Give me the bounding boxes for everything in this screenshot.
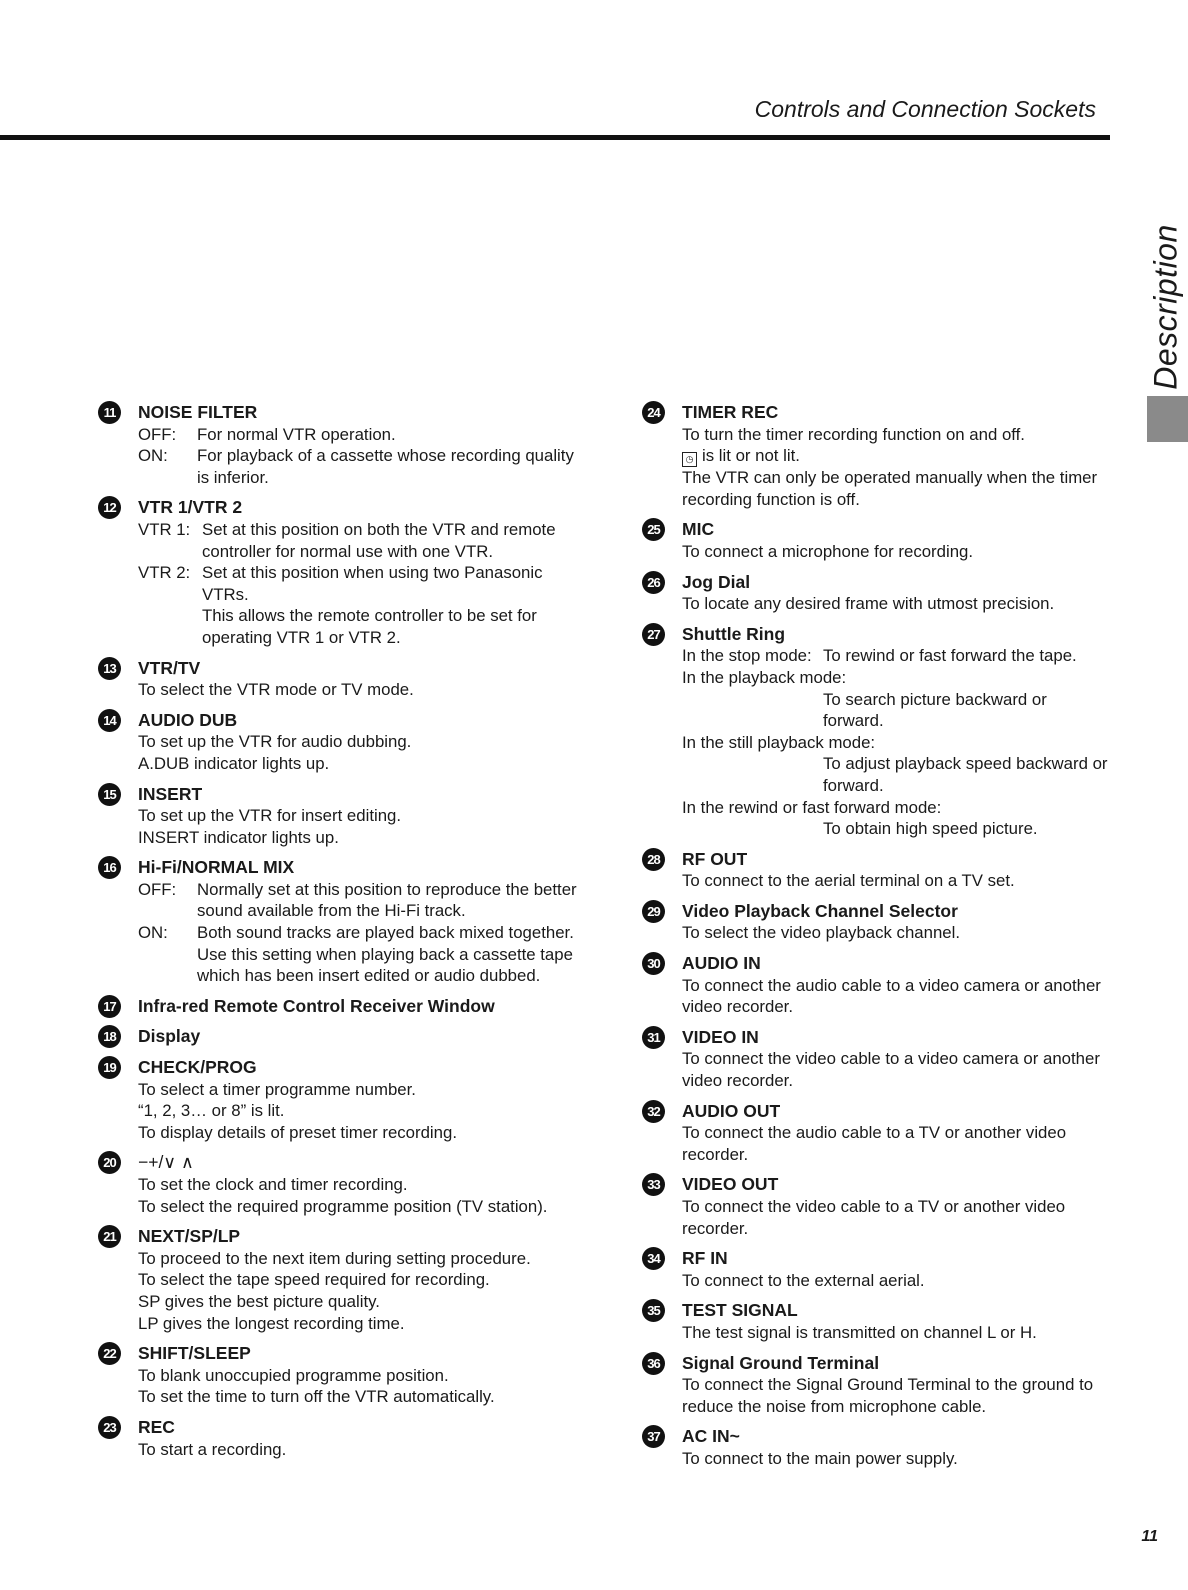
item-text: To locate any desired frame with utmost precision. [682, 594, 1055, 614]
item-text: The VTR can only be operated manually when the timer recording function is off. [682, 468, 1098, 509]
setting-text: For playback of a cassette whose recording quality is inferior. [197, 446, 574, 487]
setting-row [138, 879, 588, 922]
setting-label: VTR 2: [138, 563, 191, 583]
setting-label: VTR 1: [138, 519, 191, 539]
item-title: VIDEO IN [682, 1026, 759, 1047]
item-insert [98, 784, 588, 849]
item-text: To start a recording. [138, 1439, 287, 1459]
item-text: To connect the video cable to a video camera or another video recorder. [682, 1049, 1100, 1091]
header-rule [0, 135, 1110, 140]
item-number-badge: 16 [98, 856, 121, 879]
setting-row [138, 519, 588, 562]
item-title: AUDIO OUT [682, 1100, 781, 1121]
item-title: Video Playback Channel Selector [682, 900, 958, 921]
item-shuttle-ring [642, 624, 1112, 840]
item-number-badge: 21 [98, 1225, 121, 1248]
item-text: To proceed to the next item during setting procedure. [138, 1248, 531, 1268]
item-title: −+/∨ ∧ [138, 1152, 194, 1173]
item-title: TIMER REC [682, 402, 779, 422]
item-title: NEXT/SP/LP [138, 1226, 241, 1247]
item-title: VTR/TV [138, 657, 201, 678]
mode-text: To rewind or fast forward the tape. [823, 646, 1077, 666]
item-number-badge: 36 [642, 1352, 665, 1375]
item-rf-out [642, 849, 1112, 892]
item-title: Hi-Fi/NORMAL MIX [138, 857, 295, 878]
item-text: To blank unoccupied programme position. [138, 1365, 449, 1385]
item-video-playback-channel-selector [642, 901, 1112, 944]
item-text: To select the tape speed required for recording. [138, 1270, 490, 1290]
mode-label: In the playback mode: [682, 667, 847, 687]
item-remote-receiver-window [98, 996, 588, 1018]
mode-text: To search picture backward or forward. [823, 689, 1047, 731]
item-number-badge: 24 [642, 401, 665, 424]
item-title: NOISE FILTER [138, 402, 258, 422]
item-title: REC [138, 1416, 175, 1437]
setting-text: Normally set at this position to reproduce the better sound available from the Hi-Fi track. [197, 879, 577, 921]
setting-text: Set at this position on both the VTR and remote controller for normal use with one VTR. [202, 519, 556, 561]
item-number-badge: 32 [642, 1100, 665, 1123]
item-number-badge: 20 [98, 1151, 121, 1174]
item-title: AC IN~ [682, 1426, 740, 1447]
item-video-in [642, 1027, 1112, 1092]
item-text: To set the time to turn off the VTR automatically. [138, 1387, 495, 1407]
item-title: Infra-red Remote Control Receiver Window [138, 995, 495, 1016]
item-title: AUDIO DUB [138, 709, 238, 730]
timer-indicator-icon: ◷ [682, 452, 697, 467]
setting-label: OFF: [138, 424, 177, 444]
page-header-title: Controls and Connection Sockets [754, 96, 1096, 122]
setting-note: This allows the remote controller to be set for operating VTR 1 or VTR 2. [202, 606, 537, 647]
item-title: Shuttle Ring [682, 623, 786, 644]
item-title: Display [138, 1026, 201, 1047]
item-number-badge: 31 [642, 1026, 665, 1049]
item-number-badge: 34 [642, 1247, 665, 1270]
item-shift-sleep [98, 1343, 588, 1408]
item-vtr-tv [98, 658, 588, 701]
item-title: SHIFT/SLEEP [138, 1343, 251, 1364]
item-number-badge: 13 [98, 657, 121, 680]
item-rec [98, 1417, 588, 1460]
item-title: Jog Dial [682, 571, 751, 592]
mode-label: In the rewind or fast forward mode: [682, 797, 942, 817]
section-marker-block [1147, 396, 1188, 442]
item-text: To connect the audio cable to a video camera or another video recorder. [682, 975, 1101, 1017]
item-text: A.DUB indicator lights up. [138, 753, 330, 773]
item-number-badge: 18 [98, 1025, 121, 1048]
item-title: CHECK/PROG [138, 1057, 257, 1078]
section-tab [1143, 224, 1188, 390]
item-text: To select a timer programme number. [138, 1079, 416, 1099]
item-text: To set up the VTR for audio dubbing. [138, 732, 412, 752]
setting-text: Set at this position when using two Panasonic VTRs. [202, 563, 543, 604]
setting-row [138, 445, 588, 488]
item-title: RF IN [682, 1248, 728, 1269]
item-text: LP gives the longest recording time. [138, 1313, 405, 1333]
mode-row [682, 645, 1112, 667]
item-rf-in [642, 1248, 1112, 1291]
item-text: To connect the audio cable to a TV or another video recorder. [682, 1123, 1067, 1164]
item-minus-plus-arrows [98, 1152, 588, 1217]
setting-row [138, 562, 588, 605]
item-number-badge: 17 [98, 995, 121, 1018]
setting-label: OFF: [138, 879, 177, 899]
item-display [98, 1026, 588, 1048]
item-text: SP gives the best picture quality. [138, 1291, 380, 1311]
item-number-badge: 35 [642, 1299, 665, 1322]
item-title: VIDEO OUT [682, 1174, 779, 1195]
item-text: To connect to the external aerial. [682, 1270, 925, 1290]
item-text: To set up the VTR for insert editing. [138, 806, 402, 826]
item-vtr1-vtr2 [98, 497, 588, 648]
item-video-out [642, 1174, 1112, 1239]
setting-label: ON: [138, 923, 168, 943]
item-number-badge: 14 [98, 709, 121, 732]
item-text: To connect a microphone for recording. [682, 541, 974, 561]
item-number-badge: 25 [642, 518, 665, 541]
mode-label: In the stop mode: [682, 646, 812, 666]
item-number-badge: 26 [642, 571, 665, 594]
item-check-prog [98, 1057, 588, 1143]
page-number: 11 [1141, 1528, 1158, 1545]
item-number-badge: 22 [98, 1342, 121, 1365]
right-column [642, 402, 1112, 1479]
item-number-badge: 29 [642, 900, 665, 923]
setting-label: ON: [138, 446, 168, 466]
item-number-badge: 12 [98, 496, 121, 519]
item-audio-in [642, 953, 1112, 1018]
item-text: “1, 2, 3… or 8” is lit. [138, 1101, 285, 1121]
item-title: RF OUT [682, 848, 748, 869]
item-noise-filter [98, 402, 588, 488]
item-audio-dub [98, 710, 588, 775]
item-title: MIC [682, 519, 715, 540]
item-text: To connect to the main power supply. [682, 1448, 958, 1468]
item-number-badge: 30 [642, 952, 665, 975]
item-title: INSERT [138, 783, 203, 804]
item-text: To connect the video cable to a TV or another video recorder. [682, 1197, 1066, 1238]
item-text: To select the video playback channel. [682, 923, 960, 943]
section-tab-label: Description [1147, 224, 1184, 390]
item-number-badge: 27 [642, 623, 665, 646]
item-number-badge: 19 [98, 1056, 121, 1079]
item-text: To turn the timer recording function on and off. [682, 424, 1025, 444]
item-text: To connect the Signal Ground Terminal to the ground to reduce the noise from microphone cable. [682, 1375, 1094, 1416]
item-ac-in [642, 1426, 1112, 1469]
item-text: To select the required programme position (TV station). [138, 1196, 548, 1216]
item-jog-dial [642, 572, 1112, 615]
item-number-badge: 37 [642, 1425, 665, 1448]
mode-text: To adjust playback speed backward or forward. [823, 754, 1108, 795]
item-text-line [682, 445, 1112, 467]
item-text: To select the VTR mode or TV mode. [138, 680, 414, 700]
item-number-badge: 28 [642, 848, 665, 871]
item-number-badge: 33 [642, 1173, 665, 1196]
item-number-badge: 23 [98, 1416, 121, 1439]
item-mic [642, 519, 1112, 562]
item-signal-ground-terminal [642, 1353, 1112, 1418]
item-text: The test signal is transmitted on channel L or H. [682, 1322, 1037, 1342]
item-text: To set the clock and timer recording. [138, 1175, 408, 1194]
item-text: INSERT indicator lights up. [138, 827, 339, 847]
item-text: To connect to the aerial terminal on a TV set. [682, 871, 1015, 891]
item-audio-out [642, 1101, 1112, 1166]
item-number-badge: 15 [98, 783, 121, 806]
item-title: TEST SIGNAL [682, 1300, 798, 1321]
item-hifi-normal-mix [98, 857, 588, 987]
item-title: Signal Ground Terminal [682, 1352, 880, 1373]
setting-row [138, 922, 588, 987]
item-text: is lit or not lit. [702, 446, 800, 466]
setting-text: Both sound tracks are played back mixed together. Use this setting when playing back a cassette tape which has been insert edited or audio dubbed. [197, 923, 574, 986]
item-timer-rec [642, 402, 1112, 510]
item-number-badge: 11 [98, 401, 121, 424]
mode-text: To obtain high speed picture. [823, 819, 1038, 839]
left-column [98, 402, 588, 1469]
mode-label: In the still playback mode: [682, 732, 876, 752]
setting-row [138, 424, 588, 446]
setting-text: For normal VTR operation. [197, 424, 396, 444]
item-next-sp-lp [98, 1226, 588, 1334]
item-title: VTR 1/VTR 2 [138, 497, 243, 518]
item-test-signal [642, 1300, 1112, 1343]
item-text: To display details of preset timer recording. [138, 1122, 457, 1142]
item-title: AUDIO IN [682, 953, 761, 974]
